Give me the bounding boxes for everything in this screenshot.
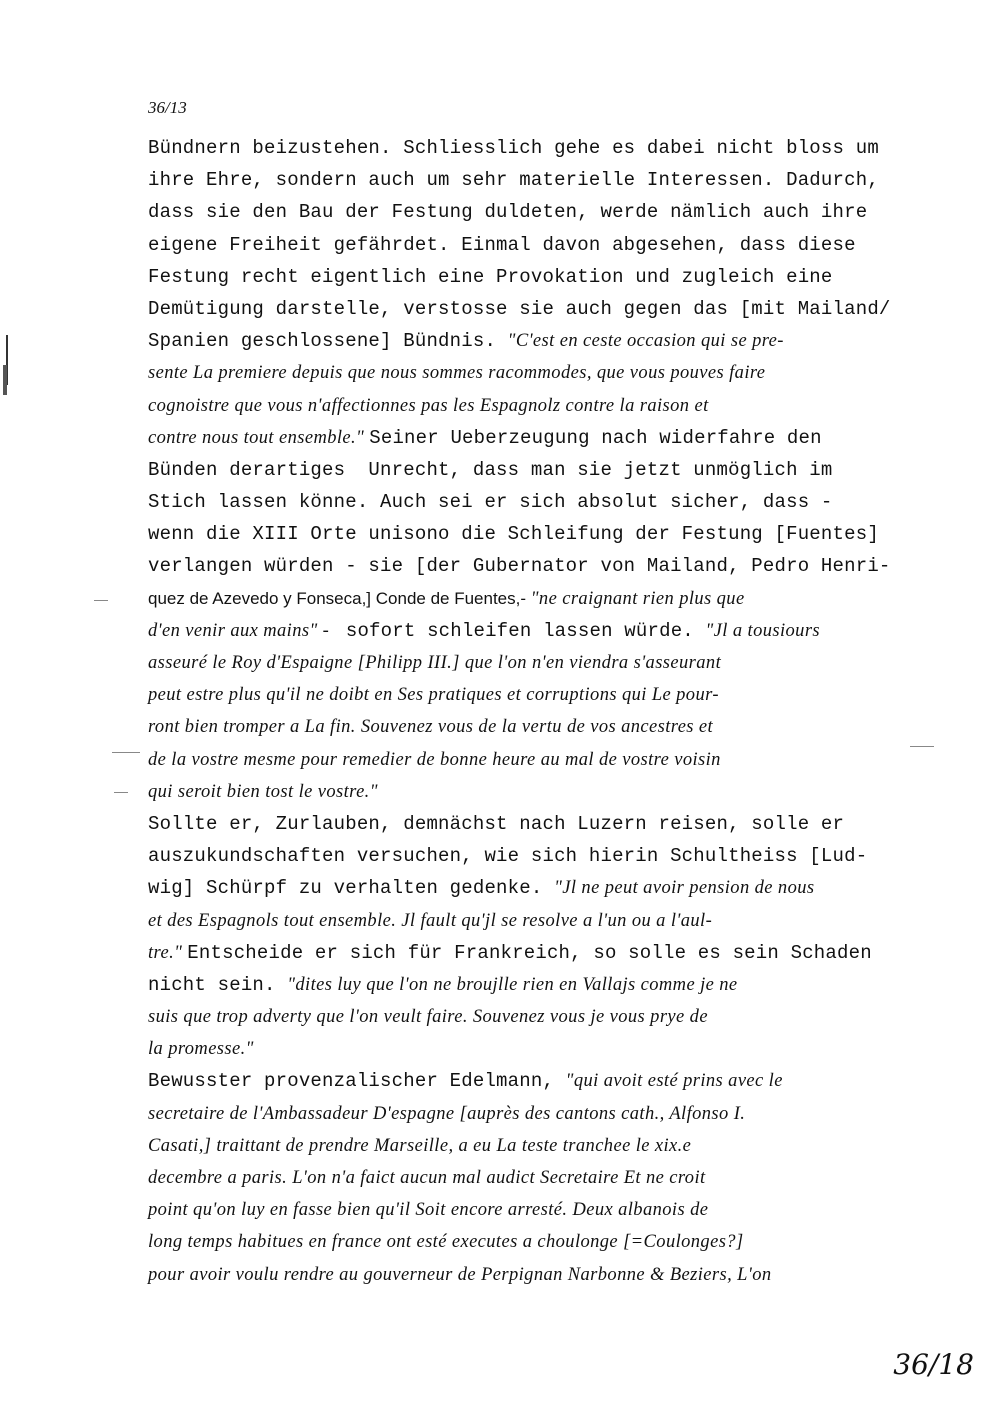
text-line [148,1065,938,1097]
text-line [148,583,938,615]
quoted-french-text: point qu'on luy en fasse bien qu'il Soit encore arresté. Deux albanois de [148,1200,709,1221]
text-segment: verlangen würden - sie [der Gubernator von Mailand, Pedro Henri- [148,555,891,578]
text-line [148,647,938,679]
text-segment: quez de Azevedo y Fonseca,] Conde de Fuentes,- [148,588,531,608]
text-segment: ihre Ehre, sondern auch um sehr materielle Interessen. Dadurch, [148,169,879,192]
text-line [148,486,938,518]
text-line [148,905,938,937]
text-line [148,196,938,228]
quoted-french-text: "Jl ne peut avoir pension de nous [554,878,815,899]
text-segment: Bünden derartiges Unrecht, dass man sie jetzt unmöglich im [148,458,833,481]
quoted-french-text: long temps habitues en france ont esté executes a choulonge [=Coulonges?] [148,1232,744,1253]
margin-dash [910,746,934,747]
text-line [148,293,938,325]
quoted-french-text: ront bien tromper a La fin. Souvenez vous de la vertu de vos ancestres et [148,717,714,738]
text-line [148,615,938,647]
text-line [148,711,938,743]
quoted-french-text: la promesse." [148,1039,254,1060]
text-line [148,454,938,486]
text-segment: Bewusster provenzalischer Edelmann, [148,1070,566,1093]
text-segment: Seiner Ueberzeugung nach widerfahre den [369,426,822,449]
quoted-french-text: cognoistre que vous n'affectionnes pas les Espagnolz contre la raison et [148,395,709,416]
text-line [148,229,938,261]
text-line [148,872,938,904]
quoted-french-text: suis que trop adverty que l'on veult faire. Souvenez vous je vous prye de [148,1007,708,1028]
text-line [148,422,938,454]
quoted-french-text: et des Espagnols tout ensemble. Jl fault qu'jl se resolve a l'un ou a l'aul- [148,910,713,931]
text-line [148,390,938,422]
text-segment: Spanien geschlossene] Bündnis. [148,330,508,353]
text-segment: dass sie den Bau der Festung duldeten, werde nämlich auch ihre [148,201,868,224]
text-line [148,357,938,389]
text-segment: sofort schleifen lassen würde. [334,619,706,642]
text-segment: Stich lassen könne. Auch sei er sich absolut sicher, dass - [148,491,833,514]
text-line [148,840,938,872]
quoted-french-text: asseuré le Roy d'Espaigne [Philipp III.] que l'on n'en viendra s'asseurant [148,653,722,673]
text-line [148,744,938,776]
text-segment: Sollte er, Zurlauben, demnächst nach Luzern reisen, solle er [148,812,845,835]
margin-tick [3,365,7,395]
quoted-french-text: "qui avoit esté prins avec le [565,1071,783,1092]
quoted-french-text: Casati,] traittant de prendre Marseille, a eu La teste tranchee le xix.e [148,1135,692,1156]
text-segment: Entscheide er sich für Frankreich, so solle es sein Schaden [187,941,872,964]
quoted-french-text: "C'est en ceste occasion qui se pre- [507,331,784,352]
text-line [148,1162,938,1194]
text-line [148,1194,938,1226]
text-line [148,1033,938,1065]
text-line [148,808,938,840]
quoted-french-text: pour avoir voulu rendre au gouverneur de Perpignan Narbonne & Beziers, L'on [148,1264,772,1285]
text-line [148,937,938,969]
quoted-french-text: tre." [148,942,188,963]
text-segment: Demütigung darstelle, verstosse sie auch gegen das [mit Mailand/ [148,297,891,320]
text-line [148,1130,938,1162]
text-line [148,679,938,711]
margin-dash [114,792,128,793]
text-line [148,164,938,196]
handwritten-archive-number: 36/18 [893,1348,974,1381]
text-line [148,969,938,1001]
quoted-french-text: secretaire de l'Ambassadeur D'espagne [auprès des cantons cath., Alfonso I. [148,1103,746,1124]
text-segment: nicht sein. [148,973,288,996]
quoted-french-text: de la vostre mesme pour remedier de bonne heure au mal de vostre voisin [148,749,721,770]
text-line [148,518,938,550]
text-line [148,1001,938,1033]
text-line [148,325,938,357]
quoted-french-text: decembre a paris. L'on n'a faict aucun mal audict Secretaire Et ne croit [148,1168,706,1188]
text-line [148,1259,938,1291]
margin-dash [94,600,108,601]
quoted-french-text: sente La premiere depuis que nous sommes racommodes, que vous pouves faire [148,363,766,384]
text-line [148,132,938,164]
quoted-french-text: qui seroit bien tost le vostre." [148,781,378,802]
text-line [148,261,938,293]
quoted-french-text: "Jl a tousiours [705,620,821,641]
body-text [148,132,938,1291]
quoted-french-text: d'en venir aux mains" - [148,620,335,641]
text-segment: wenn die XIII Orte unisono die Schleifung der Festung [Fuentes] [148,523,879,546]
text-segment: Bündnern beizustehen. Schliesslich gehe es dabei nicht bloss um [148,137,879,159]
text-line [148,776,938,808]
quoted-french-text: "ne craignant rien plus que [530,588,745,609]
quoted-french-text: peut estre plus qu'il ne doibt en Ses pratiques et corruptions qui Le pour- [148,685,719,706]
margin-dash [112,752,140,753]
text-segment: auszukundschaften versuchen, wie sich hierin Schultheiss [Lud- [148,845,868,868]
page-number: 36/13 [148,98,187,117]
text-segment: wig] Schürpf zu verhalten gedenke. [148,877,555,900]
text-line [148,1226,938,1258]
text-line [148,1098,938,1130]
quoted-french-text: contre nous tout ensemble." [148,427,370,448]
text-line [148,550,938,582]
quoted-french-text: "dites luy que l'on ne broujlle rien en Vallajs comme je ne [287,974,738,995]
text-segment: Festung recht eigentlich eine Provokation und zugleich eine [148,265,833,288]
text-segment: eigene Freiheit gefährdet. Einmal davon abgesehen, dass diese [148,233,856,256]
